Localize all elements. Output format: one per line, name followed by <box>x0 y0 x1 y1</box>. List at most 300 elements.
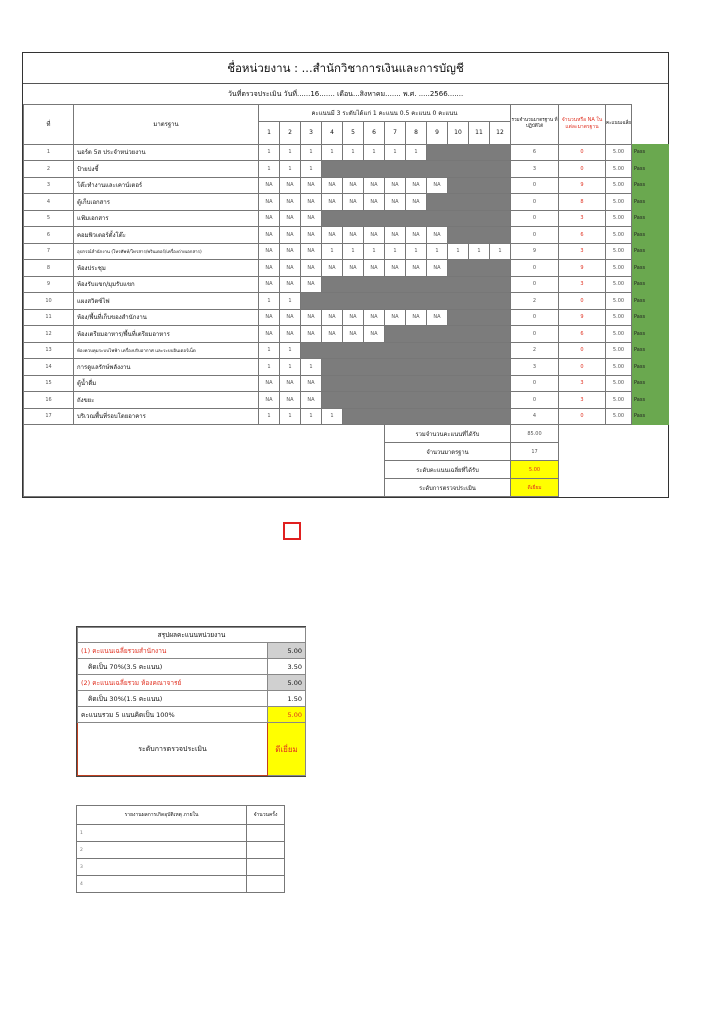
totals-label: ระดับการตรวจประเมิน <box>385 479 511 497</box>
disabled-cells <box>322 392 511 409</box>
row-standard-name: แฟ้มเอกสาร <box>74 210 259 227</box>
row-standard-name: คอมพิวเตอร์ตั้งโต๊ะ <box>74 227 259 244</box>
header-result-blank <box>632 105 669 145</box>
accident-item[interactable]: 2 <box>77 842 247 859</box>
score-cell[interactable]: NA <box>280 177 301 194</box>
totals-value: 85.00 <box>511 425 559 443</box>
row-result-badge: Pass <box>632 392 669 409</box>
row-score: 5.00 <box>606 161 632 178</box>
row-na-count: 3 <box>559 243 606 260</box>
row-total: 9 <box>511 243 559 260</box>
row-standard-name: ห้องรับแขก/มุมรับแขก <box>74 276 259 293</box>
score-cell[interactable]: NA <box>343 260 364 277</box>
score-cell[interactable]: NA <box>301 309 322 326</box>
score-cell[interactable]: NA <box>280 276 301 293</box>
row-no: 2 <box>24 161 74 178</box>
score-cell[interactable]: NA <box>259 276 280 293</box>
row-total: 0 <box>511 260 559 277</box>
disabled-cells <box>322 276 511 293</box>
row-score: 5.00 <box>606 144 632 161</box>
header-col-number: 5 <box>343 121 364 144</box>
row-result-badge: Pass <box>632 375 669 392</box>
score-cell[interactable]: NA <box>259 177 280 194</box>
row-standard-name: อุปกรณ์สำนักงาน (โทรศัพท์/โทรสาร/พรินเตอร์/เครื่องถ่ายเอกสาร) <box>74 243 259 260</box>
row-standard-name: โต๊ะทำงานและเคาน์เตอร์ <box>74 177 259 194</box>
row-score: 5.00 <box>606 375 632 392</box>
score-cell[interactable]: 1 <box>280 144 301 161</box>
score-cell[interactable]: 1 <box>301 408 322 425</box>
row-total: 0 <box>511 194 559 211</box>
row-na-count: 6 <box>559 326 606 343</box>
row-result-badge: Pass <box>632 293 669 310</box>
row-na-count: 3 <box>559 392 606 409</box>
score-cell[interactable]: NA <box>385 227 406 244</box>
score-cell[interactable]: NA <box>322 309 343 326</box>
score-cell[interactable]: NA <box>280 326 301 343</box>
row-na-count: 6 <box>559 227 606 244</box>
summary-value: 5.00 <box>268 707 306 723</box>
score-cell[interactable]: 1 <box>280 408 301 425</box>
row-na-count: 3 <box>559 210 606 227</box>
row-na-count: 0 <box>559 408 606 425</box>
row-total: 0 <box>511 210 559 227</box>
totals-right-blank <box>559 425 669 497</box>
row-total: 3 <box>511 359 559 376</box>
totals-label: รวมจำนวนคะแนนที่ได้รับ <box>385 425 511 443</box>
table-row <box>24 210 669 227</box>
header-col-number: 6 <box>364 121 385 144</box>
score-cell[interactable]: NA <box>301 243 322 260</box>
row-total: 4 <box>511 408 559 425</box>
header-col-number: 11 <box>469 121 490 144</box>
row-standard-name: ตู้น้ำดื่ม <box>74 375 259 392</box>
row-total: 0 <box>511 227 559 244</box>
score-cell[interactable]: NA <box>259 243 280 260</box>
score-cell[interactable]: NA <box>322 326 343 343</box>
score-cell[interactable]: NA <box>259 309 280 326</box>
header-col-number: 2 <box>280 121 301 144</box>
score-cell[interactable]: 1 <box>322 243 343 260</box>
row-na-count: 3 <box>559 375 606 392</box>
row-standard-name: ป้ายบ่งชี้ <box>74 161 259 178</box>
table-row <box>24 408 669 425</box>
row-no: 6 <box>24 227 74 244</box>
row-result-badge: Pass <box>632 342 669 359</box>
row-standard-name: การดูแลรักษ์พลังงาน <box>74 359 259 376</box>
disabled-cells <box>385 326 511 343</box>
table-row <box>24 293 669 310</box>
score-cell[interactable]: 1 <box>259 359 280 376</box>
row-na-count: 9 <box>559 177 606 194</box>
score-cell[interactable]: NA <box>301 392 322 409</box>
table-row <box>24 243 669 260</box>
row-total: 0 <box>511 177 559 194</box>
row-total: 0 <box>511 392 559 409</box>
row-result-badge: Pass <box>632 260 669 277</box>
row-no: 16 <box>24 392 74 409</box>
row-no: 17 <box>24 408 74 425</box>
row-standard-name: บริเวณพื้นที่รอบโดยอาคาร <box>74 408 259 425</box>
accident-item[interactable]: 1 <box>77 825 247 842</box>
row-score: 5.00 <box>606 408 632 425</box>
signature-checkbox[interactable] <box>283 522 301 540</box>
score-cell[interactable]: NA <box>301 260 322 277</box>
score-cell[interactable]: 1 <box>280 342 301 359</box>
score-cell[interactable]: 1 <box>301 359 322 376</box>
summary-label: คิดเป็น 30%(1.5 คะแนน) <box>78 691 268 707</box>
header-col-number: 9 <box>427 121 448 144</box>
score-cell[interactable]: NA <box>259 210 280 227</box>
score-cell[interactable]: 1 <box>280 161 301 178</box>
header-col-number: 10 <box>448 121 469 144</box>
score-cell[interactable]: NA <box>301 194 322 211</box>
table-row <box>24 309 669 326</box>
score-cell[interactable]: NA <box>364 260 385 277</box>
score-cell[interactable]: NA <box>343 194 364 211</box>
score-cell[interactable]: 1 <box>469 243 490 260</box>
summary-title: สรุปผลคะแนนหน่วยงาน <box>78 628 306 643</box>
score-cell[interactable]: 1 <box>259 293 280 310</box>
row-standard-name: ถังขยะ <box>74 392 259 409</box>
disabled-cells <box>322 161 511 178</box>
score-cell[interactable]: 1 <box>259 342 280 359</box>
score-cell[interactable]: NA <box>301 326 322 343</box>
row-na-count: 9 <box>559 309 606 326</box>
score-cell[interactable]: NA <box>406 177 427 194</box>
summary-level-row <box>78 723 306 776</box>
totals-value: 5.00 <box>511 461 559 479</box>
table-row <box>24 194 669 211</box>
totals-blank-2 <box>259 425 385 497</box>
header-standard: มาตรฐาน <box>74 105 259 145</box>
score-cell[interactable]: NA <box>343 227 364 244</box>
disabled-cells <box>301 342 511 359</box>
row-result-badge: Pass <box>632 326 669 343</box>
disabled-cells <box>448 177 511 194</box>
accident-header-count: จำนวนครั้ง <box>247 806 285 825</box>
table-row <box>24 177 669 194</box>
score-cell[interactable]: 1 <box>259 144 280 161</box>
score-cell[interactable]: NA <box>280 194 301 211</box>
header-score: คะแนนเฉลี่ย <box>606 105 632 145</box>
row-no: 8 <box>24 260 74 277</box>
score-cell[interactable]: NA <box>385 309 406 326</box>
totals-value: ดีเยี่ยม <box>511 479 559 497</box>
row-na-count: 3 <box>559 276 606 293</box>
disabled-cells <box>448 260 511 277</box>
row-no: 1 <box>24 144 74 161</box>
disabled-cells <box>448 227 511 244</box>
table-row <box>24 144 669 161</box>
score-cell[interactable]: 1 <box>259 408 280 425</box>
disabled-cells <box>301 293 511 310</box>
row-score: 5.00 <box>606 342 632 359</box>
table-row <box>24 260 669 277</box>
summary-row <box>78 659 306 675</box>
accident-row <box>77 859 285 876</box>
row-no: 13 <box>24 342 74 359</box>
summary-value: 5.00 <box>268 675 306 691</box>
score-cell[interactable]: NA <box>343 309 364 326</box>
header-col-number: 1 <box>259 121 280 144</box>
score-cell[interactable]: NA <box>385 260 406 277</box>
accident-count[interactable] <box>247 842 285 859</box>
disabled-cells <box>322 375 511 392</box>
row-standard-name: ห้องควบคุมระบบไฟฟ้า เครื่องปรับอากาศ และระบบอินเตอร์เน็ต <box>74 342 259 359</box>
row-result-badge: Pass <box>632 359 669 376</box>
accident-row <box>77 842 285 859</box>
score-cell[interactable]: NA <box>259 375 280 392</box>
standards-table <box>23 104 669 497</box>
score-cell[interactable]: 1 <box>259 161 280 178</box>
table-row <box>24 326 669 343</box>
row-result-badge: Pass <box>632 408 669 425</box>
row-standard-name: ห้องประชุม <box>74 260 259 277</box>
row-standard-name: ห้องเตรียมอาหาร/พื้นที่เตรียมอาหาร <box>74 326 259 343</box>
accident-report-table <box>76 805 284 893</box>
row-total: 2 <box>511 342 559 359</box>
score-cell[interactable]: NA <box>301 227 322 244</box>
row-total: 6 <box>511 144 559 161</box>
row-result-badge: Pass <box>632 210 669 227</box>
row-no: 11 <box>24 309 74 326</box>
totals-label: จำนวนมาตรฐาน <box>385 443 511 461</box>
row-no: 15 <box>24 375 74 392</box>
score-cell[interactable]: NA <box>280 243 301 260</box>
row-no: 7 <box>24 243 74 260</box>
score-cell[interactable]: NA <box>385 194 406 211</box>
row-score: 5.00 <box>606 293 632 310</box>
summary-level-label: ระดับการตรวจประเมิน <box>78 723 268 776</box>
score-cell[interactable]: 1 <box>448 243 469 260</box>
row-score: 5.00 <box>606 309 632 326</box>
row-result-badge: Pass <box>632 161 669 178</box>
score-cell[interactable]: NA <box>259 260 280 277</box>
score-cell[interactable]: NA <box>280 392 301 409</box>
score-cell[interactable]: NA <box>343 177 364 194</box>
score-cell[interactable]: NA <box>343 326 364 343</box>
score-cell[interactable]: NA <box>364 194 385 211</box>
row-standard-name: ตู้เก็บเอกสาร <box>74 194 259 211</box>
row-na-count: 0 <box>559 161 606 178</box>
score-cell[interactable]: NA <box>259 227 280 244</box>
row-no: 4 <box>24 194 74 211</box>
row-score: 5.00 <box>606 260 632 277</box>
score-cell[interactable]: NA <box>406 194 427 211</box>
header-total: รวมจำนวนมาตรฐาน ที่ปฏิบัติได้ <box>511 105 559 145</box>
accident-row <box>77 825 285 842</box>
score-cell[interactable]: NA <box>259 326 280 343</box>
score-cell[interactable]: NA <box>322 177 343 194</box>
score-cell[interactable]: 1 <box>301 144 322 161</box>
score-cell[interactable]: 1 <box>301 161 322 178</box>
score-cell[interactable]: NA <box>427 260 448 277</box>
table-row <box>24 161 669 178</box>
row-score: 5.00 <box>606 243 632 260</box>
accident-count[interactable] <box>247 876 285 893</box>
row-result-badge: Pass <box>632 194 669 211</box>
accident-row <box>77 876 285 893</box>
table-row <box>24 227 669 244</box>
summary-label: คะแนนรวม 5 แนนคิดเป็น 100% <box>78 707 268 723</box>
row-score: 5.00 <box>606 177 632 194</box>
row-standard-name: ห้อง/พื้นที่เก็บของสำนักงาน <box>74 309 259 326</box>
summary-table <box>76 626 306 777</box>
score-cell[interactable]: NA <box>406 227 427 244</box>
score-cell[interactable]: NA <box>385 177 406 194</box>
table-row <box>24 276 669 293</box>
table-row <box>24 342 669 359</box>
header-na-count: จำนวนหรือ NA ในแต่ละมาตรฐาน <box>559 105 606 145</box>
header-col-number: 7 <box>385 121 406 144</box>
summary-row <box>78 643 306 659</box>
totals-blank <box>24 425 259 497</box>
score-cell[interactable]: 1 <box>385 144 406 161</box>
score-cell[interactable]: 1 <box>280 293 301 310</box>
disabled-cells <box>322 359 511 376</box>
score-cell[interactable]: NA <box>427 177 448 194</box>
score-cell[interactable]: 1 <box>322 144 343 161</box>
totals-row <box>24 425 669 443</box>
disabled-cells <box>448 309 511 326</box>
row-total: 0 <box>511 326 559 343</box>
header-col-number: 12 <box>490 121 511 144</box>
table-row <box>24 359 669 376</box>
row-no: 5 <box>24 210 74 227</box>
row-na-count: 0 <box>559 342 606 359</box>
row-score: 5.00 <box>606 392 632 409</box>
score-cell[interactable]: 1 <box>343 144 364 161</box>
score-cell[interactable]: NA <box>259 392 280 409</box>
score-cell[interactable]: NA <box>406 309 427 326</box>
row-result-badge: Pass <box>632 309 669 326</box>
score-cell[interactable]: NA <box>280 227 301 244</box>
score-cell[interactable]: NA <box>322 227 343 244</box>
score-cell[interactable]: NA <box>427 227 448 244</box>
score-cell[interactable]: 1 <box>280 359 301 376</box>
row-no: 12 <box>24 326 74 343</box>
score-cell[interactable]: 1 <box>385 243 406 260</box>
summary-row <box>78 675 306 691</box>
row-total: 3 <box>511 161 559 178</box>
row-na-count: 8 <box>559 194 606 211</box>
score-cell[interactable]: NA <box>280 375 301 392</box>
score-cell[interactable]: 1 <box>490 243 511 260</box>
score-cell[interactable]: NA <box>280 260 301 277</box>
row-score: 5.00 <box>606 227 632 244</box>
row-no: 14 <box>24 359 74 376</box>
summary-value: 1.50 <box>268 691 306 707</box>
score-cell[interactable]: NA <box>301 276 322 293</box>
summary-label: คิดเป็น 70%(3.5 คะแนน) <box>78 659 268 675</box>
row-na-count: 0 <box>559 144 606 161</box>
score-cell[interactable]: 1 <box>322 408 343 425</box>
row-standard-name: แผงสวิตซ์ไฟ <box>74 293 259 310</box>
score-cell[interactable]: 1 <box>406 144 427 161</box>
score-cell[interactable]: NA <box>364 227 385 244</box>
accident-count[interactable] <box>247 859 285 876</box>
totals-value: 17 <box>511 443 559 461</box>
summary-label: (1) คะแนนเฉลี่ยรวมสำนักงาน <box>78 643 268 659</box>
summary-value: 3.50 <box>268 659 306 675</box>
score-cell[interactable]: 1 <box>343 243 364 260</box>
row-no: 10 <box>24 293 74 310</box>
totals-label: ระดับคะแนนเฉลี่ยที่ได้รับ <box>385 461 511 479</box>
score-cell[interactable]: NA <box>322 194 343 211</box>
row-na-count: 0 <box>559 359 606 376</box>
score-cell[interactable]: NA <box>301 210 322 227</box>
row-result-badge: Pass <box>632 177 669 194</box>
row-total: 2 <box>511 293 559 310</box>
header-score-note: คะแนนมี 3 ระดับได้แก่ 1 คะแนน 0.5 คะแนน 0 คะแนน <box>259 105 511 122</box>
score-cell[interactable]: 1 <box>364 243 385 260</box>
score-cell[interactable]: NA <box>280 210 301 227</box>
accident-item[interactable]: 4 <box>77 876 247 893</box>
score-cell[interactable]: 1 <box>364 144 385 161</box>
score-cell[interactable]: NA <box>301 375 322 392</box>
row-score: 5.00 <box>606 276 632 293</box>
accident-header-item: รายงานผลการเกิดอุบัติเหตุ ภายใน <box>77 806 247 825</box>
row-total: 0 <box>511 309 559 326</box>
disabled-cells <box>343 408 511 425</box>
row-score: 5.00 <box>606 210 632 227</box>
summary-row <box>78 707 306 723</box>
score-cell[interactable]: NA <box>364 309 385 326</box>
row-standard-name: นอร์ต 5ส ประจำหน่วยงาน <box>74 144 259 161</box>
table-row <box>24 392 669 409</box>
score-cell[interactable]: NA <box>406 260 427 277</box>
row-result-badge: Pass <box>632 144 669 161</box>
score-cell[interactable]: NA <box>301 177 322 194</box>
row-total: 0 <box>511 375 559 392</box>
disabled-cells <box>322 210 511 227</box>
score-cell[interactable]: NA <box>364 177 385 194</box>
score-cell[interactable]: 1 <box>427 243 448 260</box>
accident-count[interactable] <box>247 825 285 842</box>
row-score: 5.00 <box>606 326 632 343</box>
row-total: 0 <box>511 276 559 293</box>
disabled-cells <box>427 194 511 211</box>
summary-row <box>78 691 306 707</box>
header-col-number: 3 <box>301 121 322 144</box>
row-na-count: 0 <box>559 293 606 310</box>
row-score: 5.00 <box>606 359 632 376</box>
header-no: ที่ <box>24 105 74 145</box>
score-cell[interactable]: NA <box>259 194 280 211</box>
row-score: 5.00 <box>606 194 632 211</box>
score-cell[interactable]: 1 <box>406 243 427 260</box>
score-cell[interactable]: NA <box>280 309 301 326</box>
score-cell[interactable]: NA <box>364 326 385 343</box>
assessment-date: วันที่ตรวจประเมิน วันที่......16....... เดือน...สิงหาคม....... พ.ศ. .....2566....... <box>228 90 464 98</box>
header-col-number: 4 <box>322 121 343 144</box>
table-row <box>24 375 669 392</box>
row-result-badge: Pass <box>632 243 669 260</box>
summary-label: (2) คะแนนเฉลี่ยรวม ห้องคณาจารย์ <box>78 675 268 691</box>
row-na-count: 9 <box>559 260 606 277</box>
accident-item[interactable]: 3 <box>77 859 247 876</box>
assessment-sheet <box>22 52 669 498</box>
score-cell[interactable]: NA <box>322 260 343 277</box>
header-col-number: 8 <box>406 121 427 144</box>
disabled-cells <box>427 144 511 161</box>
sheet-title: ชื่อหน่วยงาน : ...สำนักวิชาการเงินและการบัญชี <box>23 53 668 84</box>
row-result-badge: Pass <box>632 276 669 293</box>
score-cell[interactable]: NA <box>427 309 448 326</box>
row-no: 3 <box>24 177 74 194</box>
summary-value: 5.00 <box>268 643 306 659</box>
row-result-badge: Pass <box>632 227 669 244</box>
